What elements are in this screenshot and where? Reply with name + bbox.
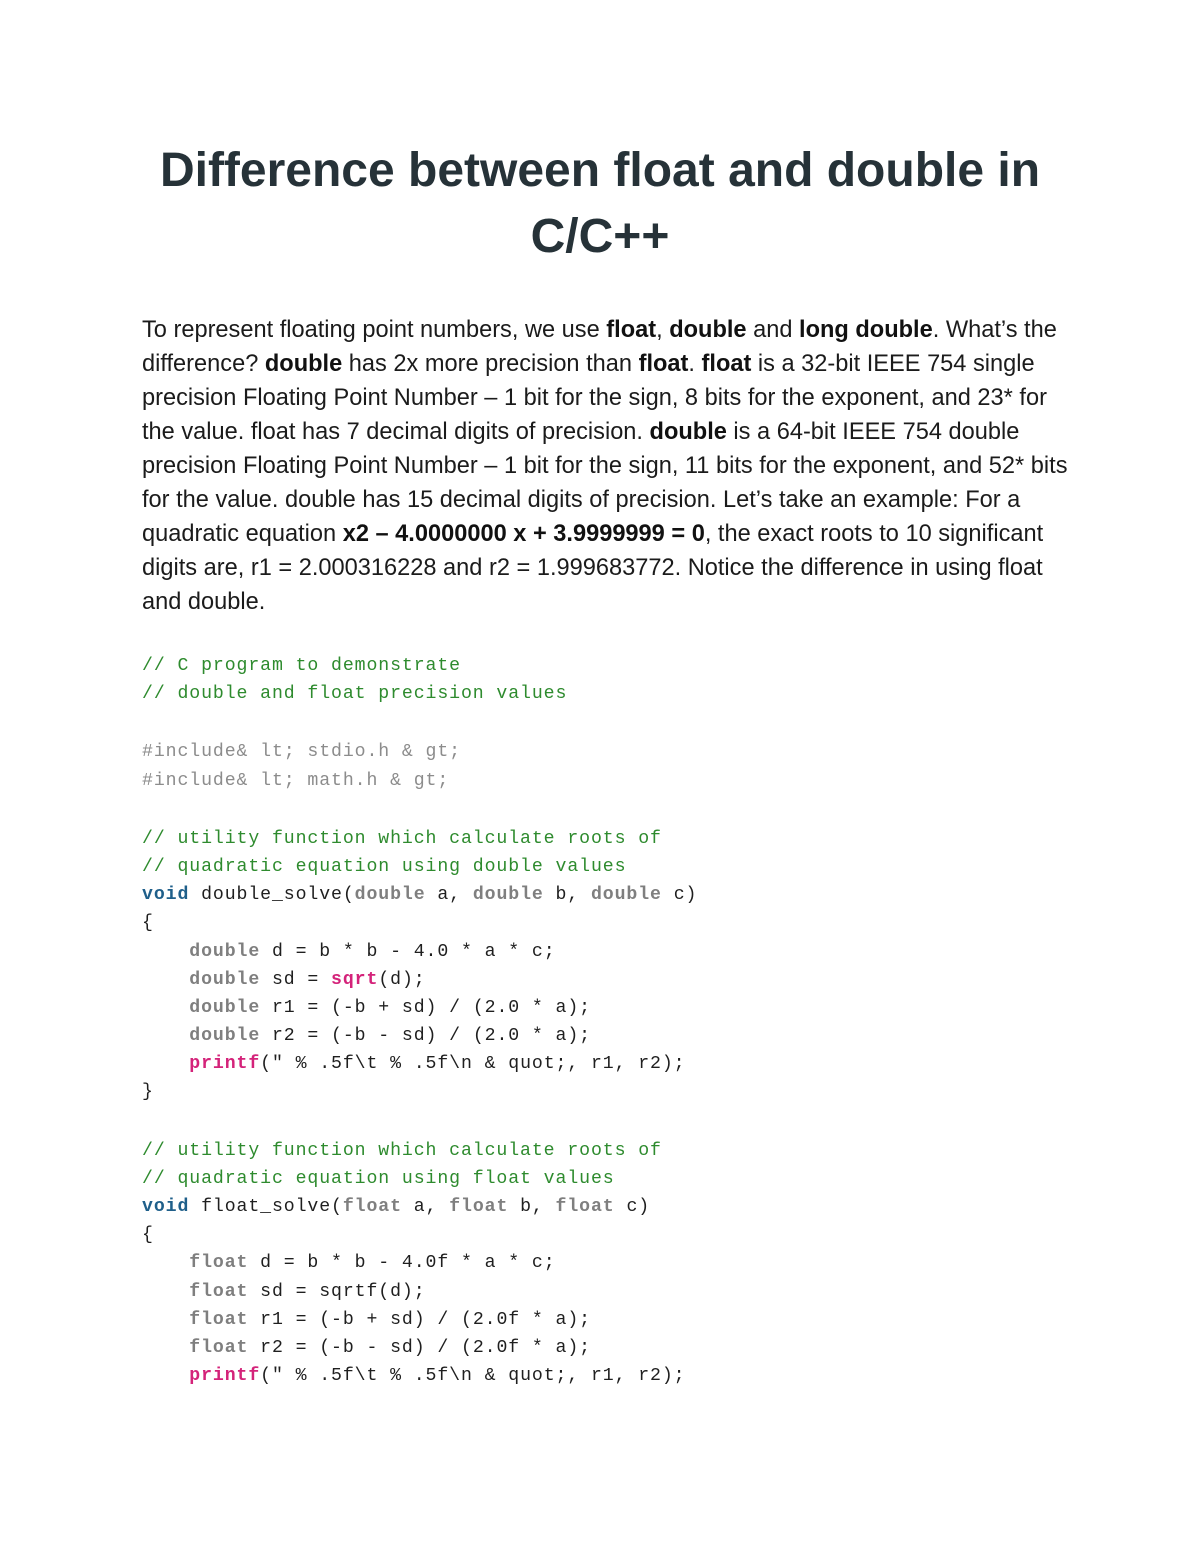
code-type: float (449, 1197, 509, 1217)
code-text: r1 = (-b + sd) / (2.0f * a); (248, 1309, 591, 1330)
code-text: (d); (378, 969, 426, 990)
text-run: , (656, 317, 670, 343)
code-text: b, (543, 885, 591, 906)
code-type: double (354, 885, 426, 906)
code-type: float (189, 1337, 249, 1358)
bold-term: float (606, 317, 657, 343)
code-line (142, 1306, 1102, 1334)
code-line (142, 1022, 1102, 1050)
text-run: To represent floating point numbers, we use (142, 317, 607, 343)
code-text: a, (425, 885, 473, 906)
code-type: double (472, 885, 544, 906)
code-block (142, 652, 1102, 1390)
document-title: Difference between float and double in C/C++ (159, 144, 1041, 263)
code-line (142, 1278, 1102, 1306)
code-builtin-function: printf (189, 1054, 261, 1075)
code-text: double_solve( (189, 885, 355, 906)
code-type: double (189, 969, 261, 990)
code-brace: { (142, 1225, 154, 1246)
bold-term: float (638, 351, 689, 377)
code-text: b, (508, 1197, 556, 1217)
code-text: d = b * b - 4.0f * a * c; (248, 1253, 556, 1274)
code-text: d = b * b - 4.0 * a * c; (260, 941, 556, 962)
code-type: float (555, 1197, 615, 1217)
code-line (142, 1050, 1102, 1078)
bold-term: long double (799, 317, 933, 343)
bold-term: double (669, 317, 747, 343)
code-line (142, 994, 1102, 1022)
code-blank-line (142, 1107, 1102, 1137)
code-builtin-function: sqrt (331, 969, 379, 990)
code-text: r2 = (-b - sd) / (2.0 * a); (260, 1026, 591, 1047)
bold-term: float (701, 351, 752, 377)
code-keyword: void (142, 885, 190, 906)
code-line (142, 1249, 1102, 1277)
code-text: c) (661, 885, 698, 906)
code-text: r2 = (-b - sd) / (2.0f * a); (248, 1337, 591, 1358)
code-comment: // C program to demonstrate (142, 656, 461, 676)
code-type: float (189, 1253, 249, 1274)
intro-paragraph (142, 313, 1072, 619)
text-run: . (688, 351, 702, 377)
text-run: and (746, 317, 800, 343)
text-run: . What’s the difference? (142, 317, 1057, 377)
code-comment: // double and float precision values (142, 684, 568, 705)
text-run: has 2x more precision than (342, 351, 639, 377)
code-include: #include& lt; stdio.h & gt; (142, 742, 461, 763)
code-comment: // utility function which calculate roots of (142, 1140, 662, 1161)
code-text: sd = sqrtf(d); (248, 1281, 426, 1302)
code-text: float_solve( (189, 1197, 343, 1217)
code-text: (" % .5f\t % .5f\n & quot;, r1, r2); (260, 1054, 686, 1075)
code-type: float (189, 1281, 249, 1302)
code-function-signature (142, 1193, 1102, 1221)
code-type: double (189, 997, 261, 1018)
code-text: c) (614, 1197, 651, 1217)
code-line (142, 1362, 1102, 1390)
code-comment: // quadratic equation using double values (142, 856, 627, 877)
code-line (142, 966, 1102, 994)
code-type: float (342, 1197, 402, 1217)
bold-term: double (264, 351, 343, 377)
code-comment: // quadratic equation using float values (142, 1168, 615, 1189)
code-text: r1 = (-b + sd) / (2.0 * a); (260, 997, 591, 1018)
code-brace: } (142, 1082, 154, 1103)
code-blank-line (142, 795, 1102, 825)
code-builtin-function: printf (189, 1366, 261, 1387)
code-comment: // utility function which calculate roots of (142, 828, 662, 849)
code-brace: { (142, 913, 154, 934)
code-function-signature (142, 881, 1102, 909)
code-blank-line (142, 708, 1102, 738)
code-include: #include& lt; math.h & gt; (142, 770, 450, 791)
code-line (142, 938, 1102, 966)
text-run: , the exact roots to 10 significant digits are, r1 = 2.000316228 and r2 = 1.999683772. Notice the difference in using float and double. (142, 521, 1044, 615)
code-text: sd = (260, 969, 332, 990)
code-text: a, (401, 1197, 450, 1217)
code-type: float (189, 1309, 249, 1330)
code-keyword: void (142, 1197, 190, 1217)
code-type: double (590, 885, 662, 906)
code-text: (" % .5f\t % .5f\n & quot;, r1, r2); (260, 1366, 686, 1387)
bold-term: double (649, 419, 727, 445)
code-type: double (189, 1026, 261, 1047)
text-run: is a 32-bit IEEE 754 single precision Floating Point Number – 1 bit for the sign, 8 bits for the exponent, and 23* for the value. float has 7 decimal digits of precision. (142, 351, 1047, 445)
text-run: is a 64-bit IEEE 754 double precision Floating Point Number – 1 bit for the sign, 11 bits for the exponent, and 52* bits for the value. double has 15 decimal digits of precision. Let’s take an example: For a quadratic equation (142, 419, 1068, 547)
code-line (142, 1334, 1102, 1362)
bold-equation: x2 – 4.0000000 x + 3.9999999 = 0 (342, 521, 705, 547)
code-type: double (189, 941, 261, 962)
